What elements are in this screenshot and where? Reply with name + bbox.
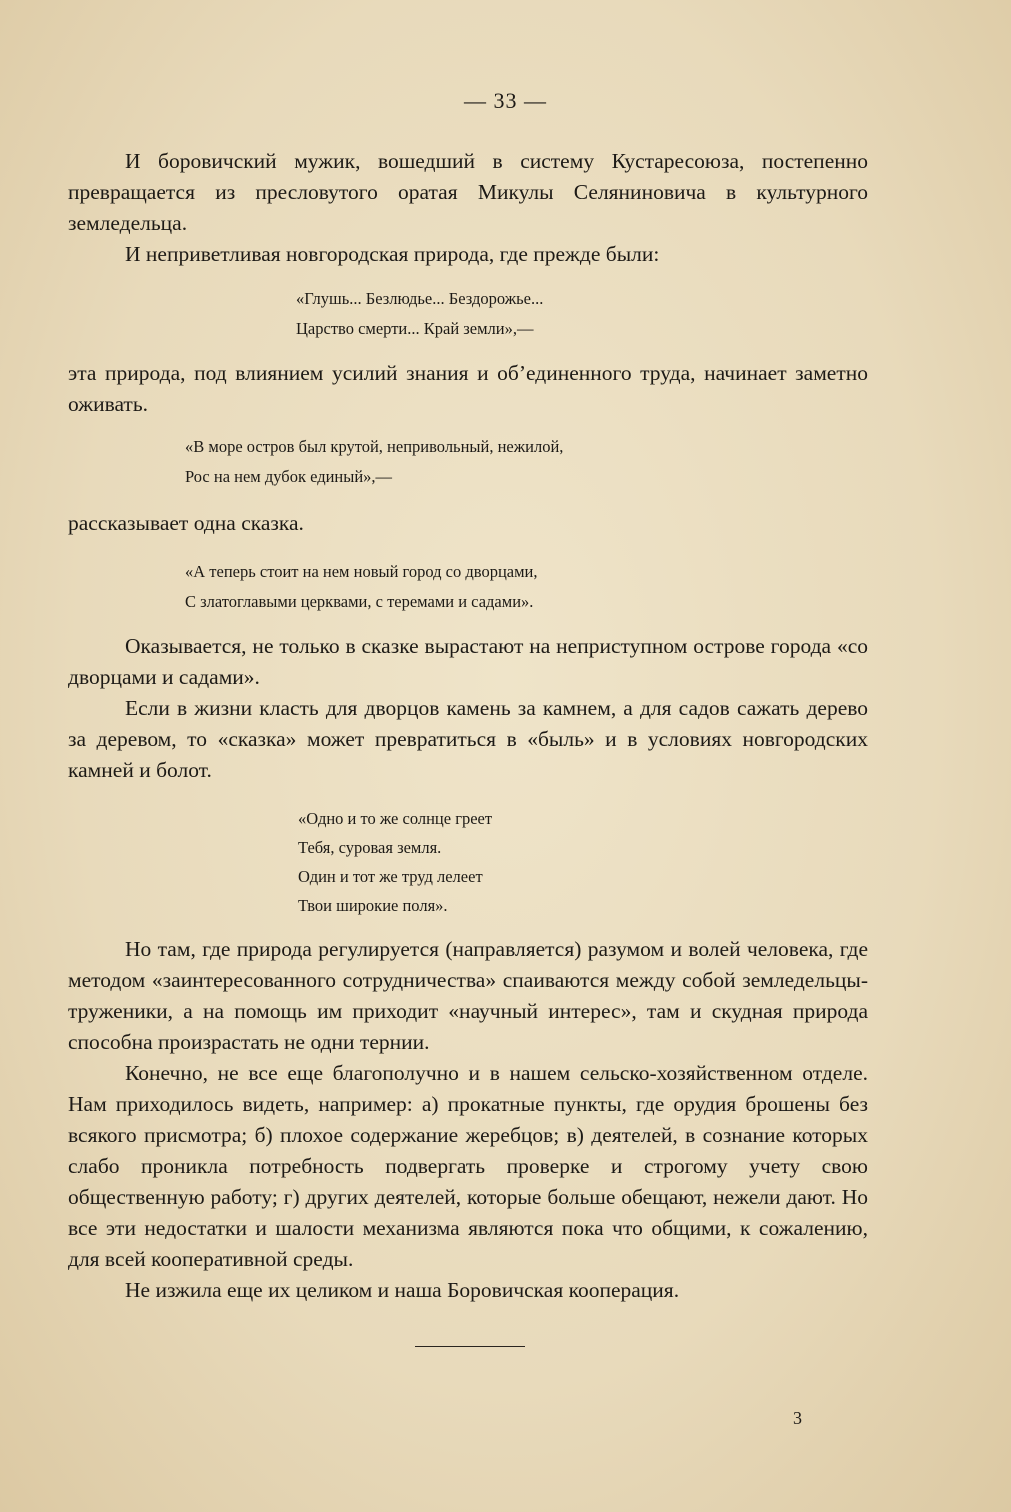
page-body [68,146,868,1306]
quote-line: Один и тот же труд лелеет [298,867,483,886]
quote-line: Царство смерти... Край земли»,— [296,319,534,338]
quote-line: Тебя, суровая земля. [298,838,442,857]
end-divider [415,1346,525,1347]
quote-line: Твои широкие поля». [298,896,448,915]
quote-3 [68,557,868,617]
paragraph-6: Если в жизни класть для дворцов камень за камнем, а для садов сажать дерево за деревом, то «сказка» может превратиться в «быль» и в условиях новгородских камней и болот. [68,696,868,782]
quote-2 [68,432,868,492]
quote-line: Рос на нем дубок единый»,— [185,467,393,486]
quote-line: «Одно и то же солнце греет [298,809,493,828]
page-number: — 33 — [464,88,547,113]
quote-line: С златоглавыми церквами, с теремами и садами». [185,592,534,611]
paragraph-7: Но там, где природа регулируется (направляется) разумом и волей человека, где методом «заинтересованного сотрудничества» спаиваются между собой земледельцы-труженики, а на помощь им приходит «научный интерес», там и скудная природа способна произрастать не одни тернии. [68,937,868,1054]
quote-1 [68,284,868,344]
quote-line: «В море остров был крутой, непривольный, нежилой, [185,437,564,456]
quote-line: «А теперь стоит на нем новый город со дворцами, [185,562,538,581]
quote-4 [68,804,868,920]
quote-line: «Глушь... Безлюдье... Бездорожье... [296,289,544,308]
paragraph-3: эта природа, под влиянием усилий знания и об’единенного труда, начинает заметно оживать. [68,361,868,416]
paragraph-2: И неприветливая новгородская природа, где прежде были: [125,242,660,266]
paragraph-9: Не изжила еще их целиком и наша Боровичская кооперация. [125,1278,680,1302]
paragraph-8: Конечно, не все еще благополучно и в нашем сельско-хозяйственном отделе. Нам приходилось видеть, например: а) прокатные пункты, где орудия брошены без всякого присмотра; б) плохое содержание жеребцов; в) деятелей, в сознание которых слабо проникла потребность подвергать проверке и строгому учету свою общественную работу; г) других деятелей, которые больше обещают, нежели дают. Но все эти недостатки и шалости механизма являются пока что общими, к сожалению, для всей кооперативной среды. [68,1061,868,1271]
paragraph-1: И боровичский мужик, вошедший в систему Кустаресоюза, постепенно превращается из пресловутого оратая Микулы Селяниновича в культурного земледельца. [68,149,868,235]
paragraph-5: Оказывается, не только в сказке вырастают на неприступном острове города «со дворцами и садами». [68,634,868,689]
paragraph-4: рассказывает одна сказка. [68,511,304,535]
signature-mark: 3 [793,1408,802,1428]
